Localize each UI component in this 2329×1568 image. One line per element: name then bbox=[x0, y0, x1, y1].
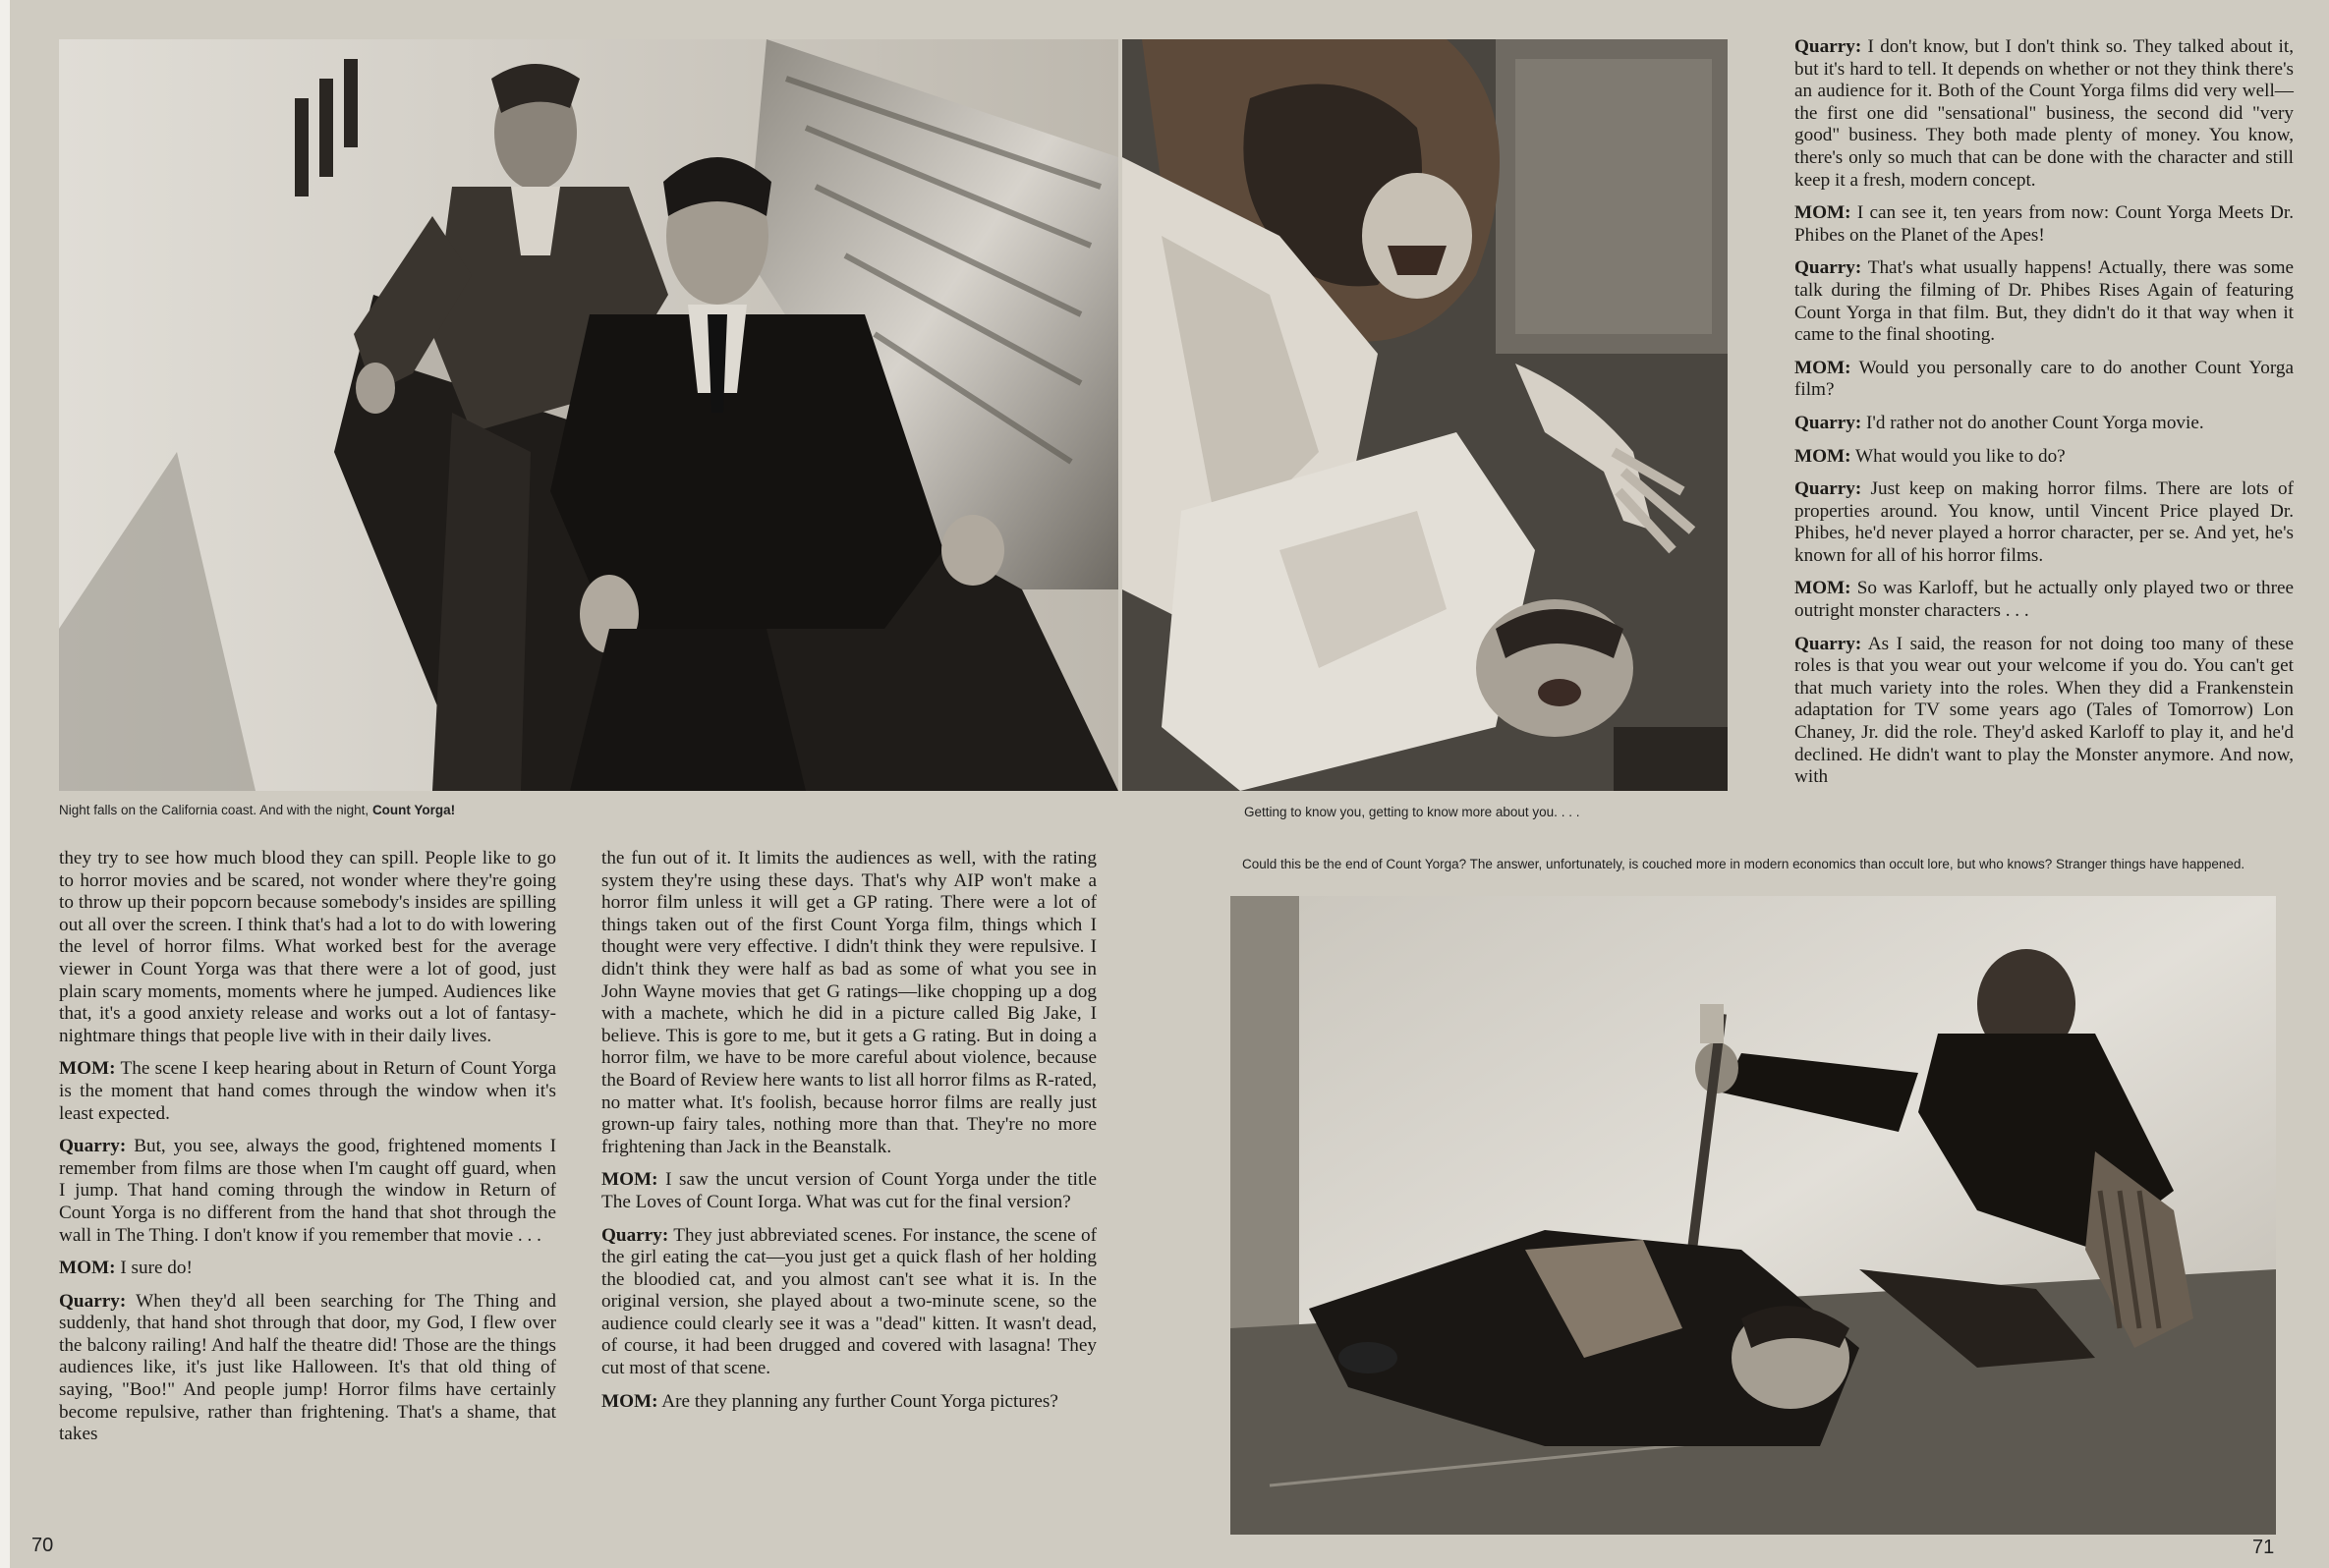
caption-getting-to-know: Getting to know you, getting to know more about you. . . . bbox=[1244, 805, 1580, 819]
paragraph-text: I don't know, but I don't think so. They talked about it, but it's hard to tell. It depends on whether or not they think there's an audience for it. Both of the Count Yorga films did very well—the first one did "sensational" business, the second did "very good" business. They both made plenty of money. You know, there's only so much that can be done with the character and still keep it a fresh, modern concept. bbox=[1794, 36, 2294, 191]
speaker-label: Quarry: bbox=[59, 1290, 127, 1312]
paragraph-text: That's what usually happens! Actually, there was some talk during the filming of Dr. Phibes Rises Again of featuring Count Yorga in that film. But, they didn't do it that way when it came to the final shooting. bbox=[1794, 257, 2295, 346]
paragraph bbox=[1794, 578, 2294, 622]
paragraph bbox=[1794, 36, 2294, 192]
paragraph bbox=[1794, 446, 2294, 469]
paragraph-text: Are they planning any further Count Yorga pictures? bbox=[661, 1390, 1058, 1412]
paragraph-text: I can see it, ten years from now: Count Yorga Meets Dr. Phibes on the Planet of the Apes! bbox=[1794, 202, 2295, 246]
speaker-label: MOM: bbox=[59, 1258, 116, 1279]
paragraph-text: I sure do! bbox=[120, 1258, 193, 1279]
paragraph-text: Just keep on making horror films. There are lots of properties around. You know, until Vincent Price played Dr. Phibes, he'd never played a horror character, per se. And yet, he's known for all of his horror films. bbox=[1794, 478, 2294, 566]
paragraph bbox=[1794, 413, 2294, 435]
caption-text: Night falls on the California coast. And with the night, bbox=[59, 803, 372, 817]
paragraph bbox=[601, 848, 1097, 1158]
page-number-right: 71 bbox=[2252, 1537, 2275, 1558]
article-column-1 bbox=[59, 848, 556, 1457]
speaker-label: MOM: bbox=[1794, 202, 1851, 224]
speaker-label: MOM: bbox=[1794, 578, 1851, 599]
paragraph bbox=[601, 1169, 1097, 1213]
speaker-label: Quarry: bbox=[59, 1136, 127, 1157]
article-column-2 bbox=[601, 848, 1097, 1424]
photo-vampire-attack bbox=[1122, 39, 1728, 791]
paragraph bbox=[1794, 478, 2294, 567]
speaker-label: MOM: bbox=[59, 1058, 116, 1080]
caption-bold: Count Yorga! bbox=[371, 803, 456, 817]
paragraph bbox=[1794, 358, 2294, 402]
speaker-label: MOM: bbox=[1794, 445, 1851, 467]
paragraph bbox=[59, 1258, 556, 1280]
paragraph bbox=[1794, 634, 2294, 789]
paragraph-text: They just abbreviated scenes. For instance, the scene of the girl eating the cat—you just get a quick flash of her holding the bloodied cat, and you almost can't see what it is. In the original version, she played about a two-minute scene, so the audience could clearly see it was a "dead" kitten. It wasn't dead, of course, it had been drugged and covered with lasagna! They cut most of that scene. bbox=[601, 1224, 1097, 1379]
paragraph bbox=[59, 1136, 556, 1247]
paragraph bbox=[1794, 202, 2294, 247]
speaker-label: MOM: bbox=[1794, 357, 1851, 378]
paragraph bbox=[1794, 257, 2294, 346]
speaker-label: MOM: bbox=[601, 1390, 658, 1412]
paragraph-text: they try to see how much blood they can spill. People like to go to horror movies and be scared, not wonder where they're going to throw up their popcorn because somebody's insides are spilling out all over the screen. I think that's had a lot to do with lowering the level of horror films. What worked best for the average viewer in Count Yorga was that there were a lot of good, just plain scary moments, moments where he jumped. Audiences like that, it's a good anxiety release and works out a lot of fantasy-nightmare things that people live with in their daily lives. bbox=[59, 848, 556, 1046]
speaker-label: Quarry: bbox=[601, 1224, 669, 1246]
speaker-label: Quarry: bbox=[1794, 412, 1862, 433]
paragraph bbox=[59, 848, 556, 1047]
paragraph bbox=[59, 1291, 556, 1446]
paragraph-text: the fun out of it. It limits the audiences as well, with the rating system they're using these days. That's why AIP won't make a horror film unless it will get a GP rating. There were a lot of things taken out of the first Count Yorga film, things which I thought were very effective. I didn't think they were repulsive. I didn't think they were half as bad as some of what you see in John Wayne movies that get G ratings—like chopping up a dog with a machete, which he did in a picture called Big Jake, I believe. This is gore to me, but it gets a G rating. But in doing a horror film, we have to be more careful about violence, because the Board of Review here wants to list all horror films as R-rated, no matter what. It's foolish, because horror films are really just grown-up fairy tales, nothing more than that. They're no more frightening than Jack in the Beanstalk. bbox=[601, 848, 1097, 1157]
page-edge bbox=[0, 0, 10, 1568]
caption-count-yorga bbox=[59, 803, 455, 818]
speaker-label: Quarry: bbox=[1794, 36, 1862, 57]
paragraph-text: I saw the uncut version of Count Yorga under the title The Loves of Count Iorga. What was cut for the final version? bbox=[601, 1169, 1097, 1212]
speaker-label: Quarry: bbox=[1794, 633, 1862, 654]
paragraph bbox=[59, 1058, 556, 1125]
paragraph-text: I'd rather not do another Count Yorga movie. bbox=[1866, 412, 2204, 433]
speaker-label: MOM: bbox=[601, 1169, 658, 1191]
paragraph bbox=[601, 1391, 1097, 1414]
page-number-left: 70 bbox=[31, 1535, 54, 1556]
speaker-label: Quarry: bbox=[1794, 478, 1862, 500]
paragraph-text: But, you see, always the good, frightened moments I remember from films are those when I'm caught off guard, when I jump. That hand coming through the window in Return of Count Yorga is no different from the hand that shot through the wall in The Thing. I don't know if you remember that movie . . . bbox=[59, 1136, 556, 1246]
photo-floor-struggle bbox=[1230, 896, 2276, 1535]
paragraph-text: So was Karloff, but he actually only played two or three outright monster characters . . . bbox=[1794, 578, 2294, 622]
paragraph-text: What would you like to do? bbox=[1855, 445, 2066, 467]
caption-end-of-yorga: Could this be the end of Count Yorga? The answer, unfortunately, is couched more in modern economics than occult lore, but who knows? Stranger things have happened. bbox=[1242, 857, 2245, 871]
paragraph-text: When they'd all been searching for The Thing and suddenly, that hand shot through that door, my God, I flew over the balcony railing! And half the theatre did! Those are the things audiences like, it's just like Halloween. It's that old thing of saying, "Boo!" And people jump! Horror films have certainly become repulsive, rather than frightening. That's a shame, that takes bbox=[59, 1290, 556, 1445]
speaker-label: Quarry: bbox=[1794, 257, 1862, 279]
paragraph bbox=[601, 1225, 1097, 1380]
photo-count-yorga-coffin bbox=[59, 39, 1118, 791]
paragraph-text: Would you personally care to do another Count Yorga film? bbox=[1794, 357, 2294, 401]
article-column-3 bbox=[1794, 36, 2294, 800]
paragraph-text: The scene I keep hearing about in Return of Count Yorga is the moment that hand comes through the window when it's least expected. bbox=[59, 1058, 556, 1124]
paragraph-text: As I said, the reason for not doing too many of these roles is that you wear out your welcome if you do. You can't get that much variety into the roles. When they did a Frankenstein adaptation for TV some years ago (Tales of Tomorrow) Lon Chaney, Jr. did the role. They'd asked Karloff to play it, and he'd declined. He didn't want to play the Monster anymore. And now, with bbox=[1794, 633, 2294, 788]
